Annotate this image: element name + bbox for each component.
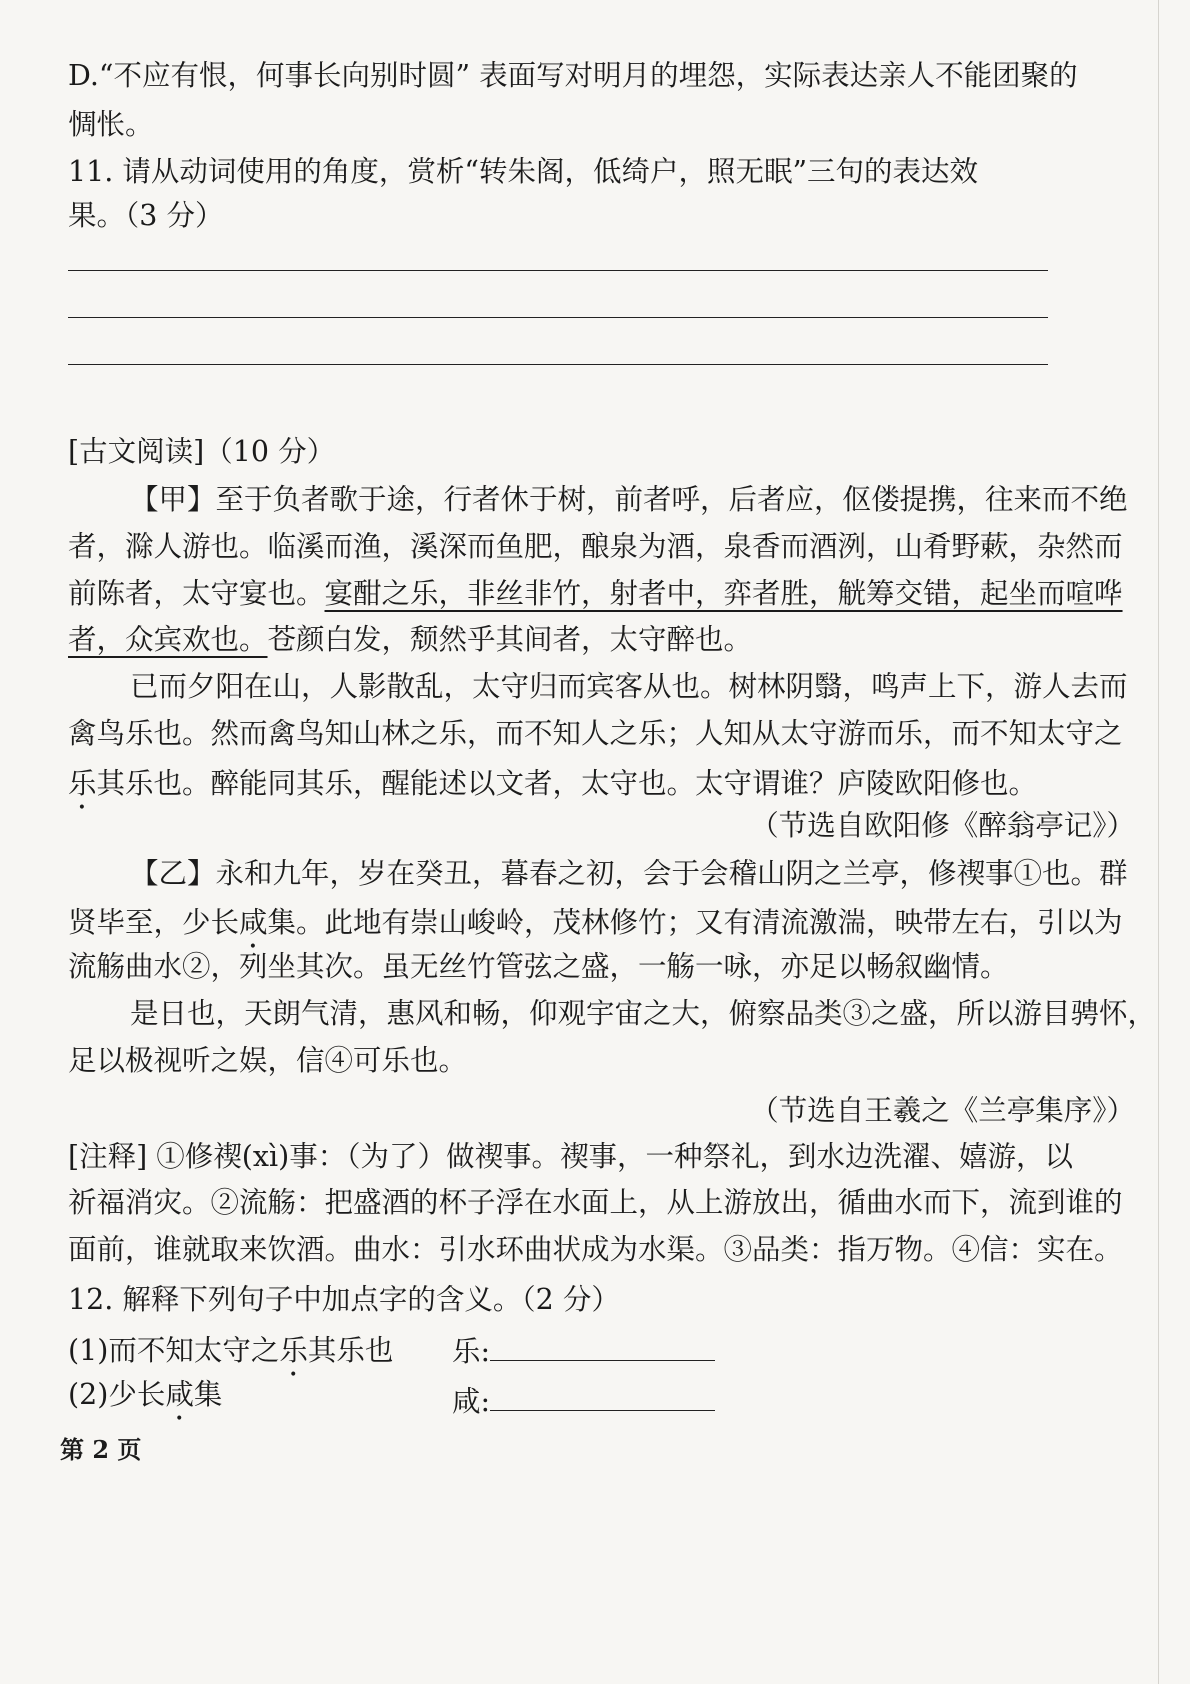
q12-item-2-a: (2)少长	[68, 1378, 166, 1411]
q12-dotted-le: 乐	[279, 1334, 308, 1367]
yi-line-5: 足以极视听之娱，信④可乐也。	[68, 1044, 468, 1077]
yi-line-3: 流觞曲水②，列坐其次。虽无丝竹管弦之盛，一觞一咏，亦足以畅叙幽情。	[68, 950, 1009, 983]
q11-answer-line-1[interactable]	[68, 270, 1048, 271]
page-edge-line	[1158, 0, 1159, 1684]
q12-answer-2-label: 咸:	[452, 1385, 491, 1418]
section-title: [古文阅读]（10 分）	[68, 435, 336, 468]
notes-line-1: [注释] ①修禊(xì)事：（为了）做禊事。禊事，一种祭礼，到水边洗濯、嬉游，以	[68, 1140, 1073, 1173]
yi-line-1: 【乙】永和九年，岁在癸丑，暮春之初，会于会稽山阴之兰亭，修禊事①也。群	[130, 857, 1128, 890]
q12-answer-1	[452, 1334, 752, 1367]
yi-line-4: 是日也，天朗气清，惠风和畅，仰观宇宙之大，俯察品类③之盛，所以游目骋怀，	[130, 997, 1157, 1030]
q12-dotted-xian: 咸	[165, 1378, 194, 1411]
dotted-char-le: 乐	[68, 767, 97, 800]
q10-option-d-cont: 惆怅。	[68, 108, 154, 141]
q12-answer-1-blank[interactable]	[490, 1334, 715, 1361]
q11-answer-line-2[interactable]	[68, 317, 1048, 318]
dotted-char-xian: 咸	[239, 906, 268, 939]
jia-underlined-sentence: 宴酣之乐，非丝非竹，射者中，弈者胜，觥筹交错，起坐而喧哗	[324, 577, 1123, 610]
q12-answer-1-label: 乐:	[452, 1335, 491, 1368]
jia-line-7-rest: 其乐也。醉能同其乐，醒能述以文者，太守也。太守谓谁？庐陵欧阳修也。	[96, 767, 1038, 800]
notes-line-2: 祈福消灾。②流觞：把盛酒的杯子浮在水面上，从上游放出，循曲水而下，流到谁的	[68, 1186, 1123, 1219]
yi-line-2	[68, 906, 1153, 955]
jia-line-5: 已而夕阳在山，人影散乱，太守归而宾客从也。树林阴翳，鸣声上下，游人去而	[130, 670, 1128, 703]
jia-line-3	[68, 577, 1153, 610]
page-number: 第 2 页	[60, 1435, 142, 1464]
q11-question-cont: 果。（3 分）	[68, 199, 224, 232]
jia-line-3-plain: 前陈者，太守宴也。	[68, 577, 325, 610]
jia-underlined-sentence-end: 者，众宾欢也。	[68, 623, 268, 656]
jia-source: （节选自欧阳修《醉翁亭记》）	[750, 809, 1135, 842]
jia-line-1: 【甲】至于负者歌于途，行者休于树，前者呼，后者应，伛偻提携，往来而不绝	[130, 483, 1128, 516]
q12-item-1-c: 其乐也	[307, 1334, 394, 1367]
yi-line-2-a: 贤毕至，少长	[68, 906, 240, 939]
yi-line-2-c: 集。此地有崇山峻岭，茂林修竹；又有清流激湍，映带左右，引以为	[267, 906, 1123, 939]
jia-line-2: 者，滁人游也。临溪而渔，溪深而鱼肥，酿泉为酒，泉香而酒洌，山肴野蔌，杂然而	[68, 530, 1123, 563]
jia-line-6: 禽鸟乐也。然而禽鸟知山林之乐，而不知人之乐；人知从太守游而乐，而不知太守之	[68, 717, 1123, 750]
q12-item-2	[68, 1378, 468, 1427]
q12-item-1-a: (1)而不知太守之	[68, 1334, 280, 1367]
jia-line-4-plain: 苍颜白发，颓然乎其间者，太守醉也。	[267, 623, 753, 656]
q12-item-1	[68, 1334, 468, 1383]
q11-question: 11. 请从动词使用的角度，赏析“转朱阁，低绮户，照无眠”三句的表达效	[68, 155, 979, 188]
q12-answer-2	[452, 1384, 752, 1417]
yi-source: （节选自王羲之《兰亭集序》）	[750, 1094, 1135, 1127]
q12-question: 12. 解释下列句子中加点字的含义。（2 分）	[68, 1283, 620, 1316]
notes-line-3: 面前，谁就取来饮酒。曲水：引水环曲状成为水渠。③品类：指万物。④信：实在。	[68, 1233, 1123, 1266]
q12-item-2-c: 集	[193, 1378, 223, 1411]
q11-answer-line-3[interactable]	[68, 364, 1048, 365]
q12-answer-2-blank[interactable]	[490, 1384, 715, 1411]
q10-option-d: D.“不应有恨，何事长向别时圆” 表面写对明月的埋怨，实际表达亲人不能团聚的	[68, 59, 1078, 92]
jia-line-4	[68, 623, 1153, 656]
